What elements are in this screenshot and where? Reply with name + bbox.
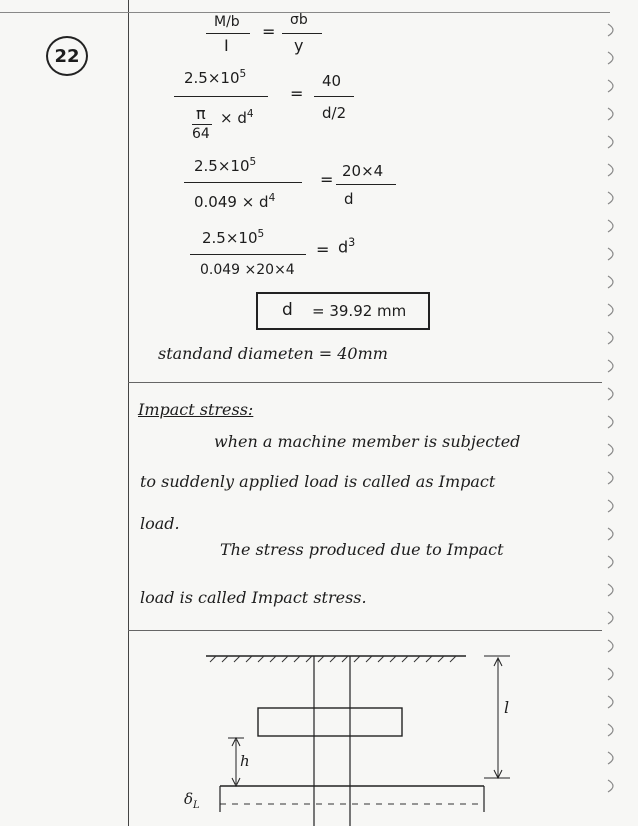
eq1-left-num: $2.5\times 10^5$ [184,68,247,87]
impact-heading: Impact stress: [138,400,254,419]
eq1-right-num: 40 [322,72,342,90]
eq2-right-den: d [344,190,354,208]
result-d: d [282,300,293,320]
eq3-eq: = [316,240,330,259]
eq0-right-num: σb [290,12,308,28]
diagram-label-l: l [504,698,510,717]
eq1-right-den: d/2 [322,104,347,122]
eq0-left-num: M/b [214,14,240,30]
eq3-right: $d^3$ [338,236,356,257]
diagram-label-delta: $\delta_L$ [184,790,200,811]
eq1-eq: = [290,84,304,103]
eq2-left-num: $2.5\times 10^5$ [194,156,257,175]
eq3-left-den: 0.049 ×20×4 [200,262,295,278]
diagram-label-h: h [240,752,250,770]
eq0-right-den: y [294,36,304,55]
eq2-right-num: 20×4 [342,162,384,180]
eq3-left-num: $2.5\times 10^5$ [202,228,265,247]
impact-p1-line1: when a machine member is subjected [214,432,521,451]
eq2-eq: = [320,170,334,189]
page-number: 22 [46,36,88,76]
impact-p2-line2: load is called Impact stress. [140,588,367,607]
eq0-left-den: I [224,36,229,55]
impact-p1-line3: load. [140,514,180,533]
eq2-left-den: $0.049 \times d^4$ [194,192,276,211]
impact-p1-line2: to suddenly applied load is called as Impact [140,472,496,491]
impact-p2-line1: The stress produced due to Impact [220,540,504,559]
eq1-left-den-pi: π [196,104,206,123]
result-value: = 39.92 mm [312,302,407,320]
standard-diameter: standand diameten = 40mm [158,344,388,363]
eq1-left-den-64: 64 [192,126,210,142]
eq1-left-den-d: × $d^4$ [220,108,254,127]
eq0-eq: = [262,22,276,41]
